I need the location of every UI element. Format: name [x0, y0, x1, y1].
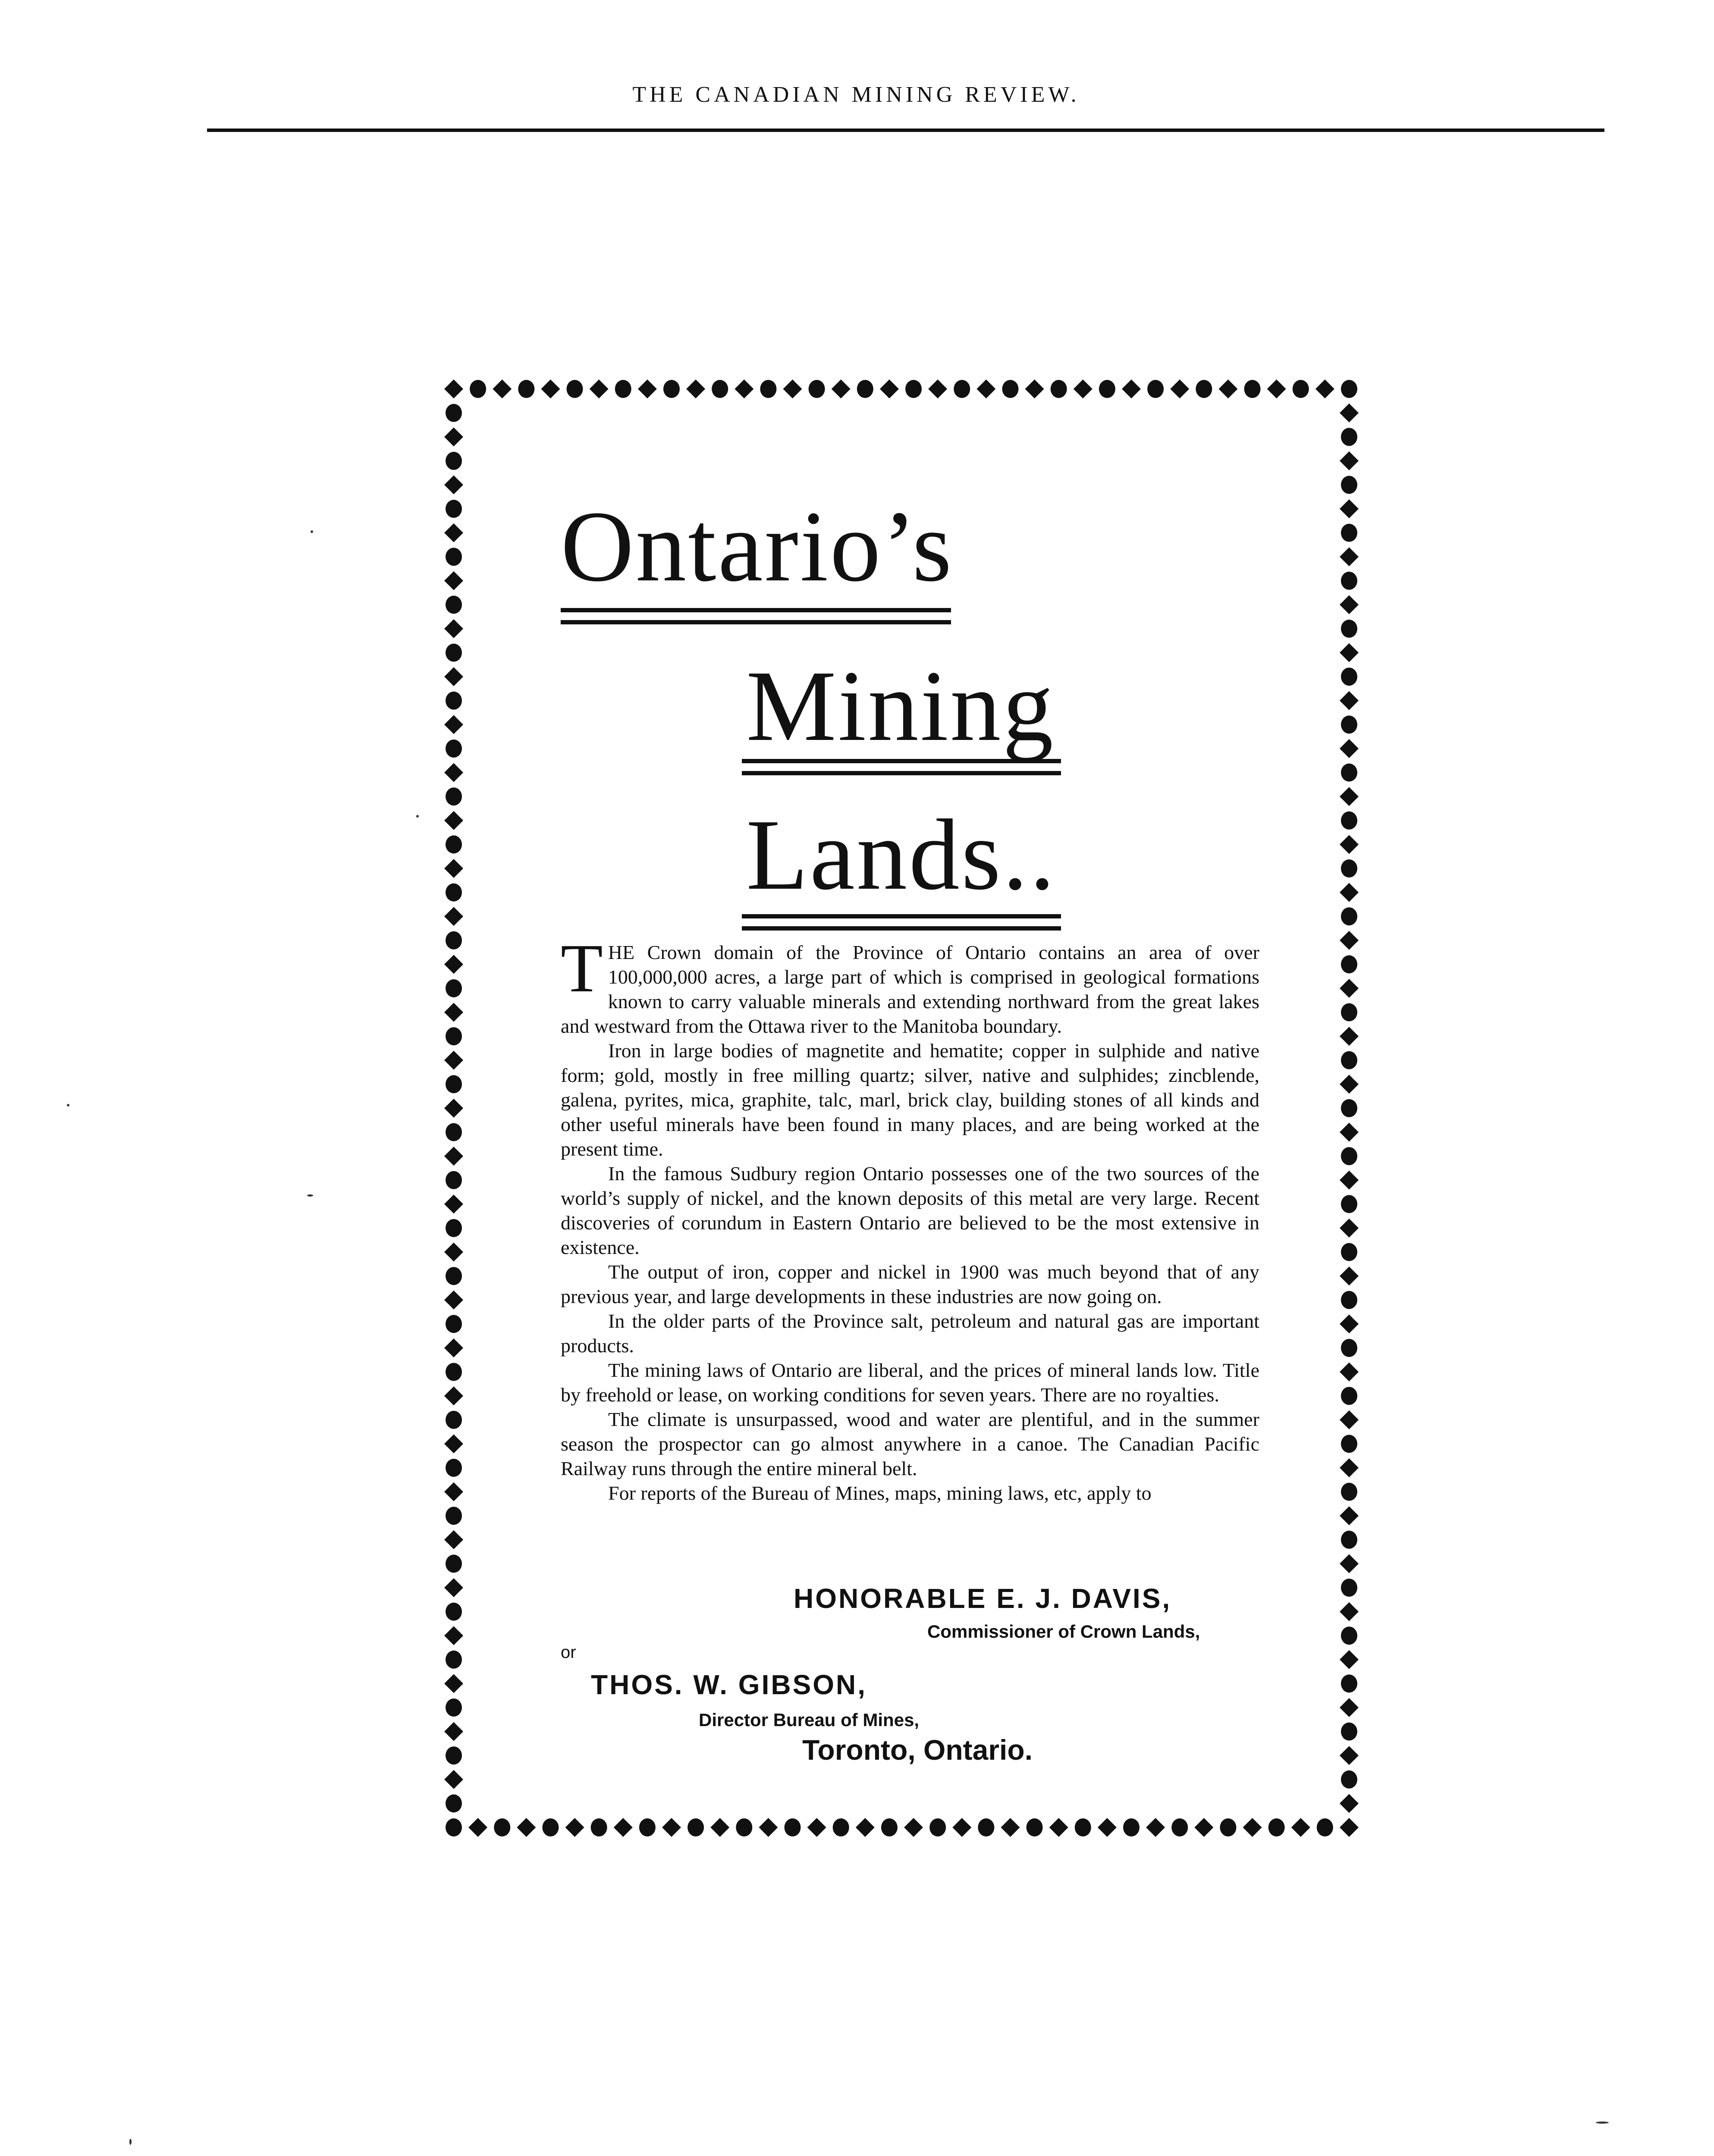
border-diamond — [686, 379, 705, 398]
body-text — [561, 930, 1259, 1505]
border-diamond — [1291, 1818, 1310, 1837]
border-dot — [1341, 1771, 1357, 1789]
border-diamond — [565, 1818, 584, 1837]
border-diamond — [614, 1818, 633, 1837]
border-diamond — [1340, 499, 1359, 518]
contact-gibson-title: Director Bureau of Mines, — [699, 1710, 920, 1730]
border-diamond — [1340, 691, 1359, 710]
contact-location: Toronto, Ontario. — [802, 1734, 1033, 1766]
border-diamond — [1001, 1818, 1020, 1837]
border-diamond — [444, 1530, 463, 1549]
border-dot — [518, 380, 534, 398]
border-diamond — [1315, 379, 1334, 398]
border-diamond — [1340, 404, 1359, 423]
border-dot — [446, 692, 462, 710]
border-diamond — [1146, 1818, 1165, 1837]
border-diamond — [444, 1147, 463, 1166]
border-diamond — [1340, 643, 1359, 662]
border-dot — [1147, 380, 1164, 398]
border-dot — [1341, 1003, 1357, 1022]
border-dot — [446, 548, 462, 566]
border-dot — [542, 1818, 559, 1836]
border-diamond — [1340, 1314, 1359, 1333]
border-diamond — [493, 379, 512, 398]
border-diamond — [759, 1818, 778, 1837]
border-dot — [1027, 1818, 1043, 1836]
border-diamond — [1340, 451, 1359, 470]
print-speck — [311, 530, 313, 533]
border-dot — [1341, 1147, 1357, 1165]
border-dot — [687, 1818, 704, 1836]
border-dot — [1317, 1818, 1333, 1836]
border-diamond — [444, 1291, 463, 1310]
body-paragraph-1 — [561, 930, 1259, 1038]
border-dot — [881, 1818, 898, 1836]
border-diamond — [444, 427, 463, 446]
border-dot — [736, 1818, 752, 1836]
border-diamond — [444, 1626, 463, 1645]
border-dot — [1341, 1195, 1357, 1213]
border-dot — [1341, 1099, 1357, 1117]
border-dot — [1341, 1674, 1357, 1692]
border-dot — [833, 1818, 849, 1836]
print-speck — [129, 2139, 132, 2145]
border-diamond — [444, 379, 463, 398]
border-dot — [446, 787, 462, 805]
print-speck — [1596, 2122, 1609, 2124]
border-dot — [1341, 1387, 1357, 1405]
border-dot — [785, 1818, 801, 1836]
border-dot — [1341, 1723, 1357, 1741]
title-underline-2 — [742, 759, 1061, 775]
border-dot — [446, 1794, 462, 1812]
border-dot — [1123, 1818, 1140, 1836]
border-dot — [1268, 1818, 1285, 1836]
border-diamond — [904, 1818, 923, 1837]
border-dot — [446, 931, 462, 950]
border-dot — [446, 1554, 462, 1573]
border-dot — [1244, 380, 1261, 398]
border-diamond — [976, 379, 995, 398]
border-diamond — [444, 1099, 463, 1118]
border-dot — [1341, 859, 1357, 877]
border-dot — [446, 1123, 462, 1141]
border-dot — [663, 380, 680, 398]
border-dot — [470, 380, 486, 398]
border-dot — [1341, 380, 1357, 398]
border-diamond — [735, 379, 753, 398]
body-paragraph-1-text: HE Crown domain of the Province of Ontario contains an area of over 100,000,000 acres, a large part of which is comprised in geological formations known to carry valuable minerals and extending northward from the great lakes and westward from the Ottawa river to the Manitoba boundary. — [561, 941, 1259, 1037]
border-diamond — [1025, 379, 1044, 398]
border-dot — [1341, 476, 1357, 494]
border-diamond — [1340, 1219, 1359, 1238]
border-diamond — [1340, 1458, 1359, 1477]
border-diamond — [1340, 1027, 1359, 1046]
border-diamond — [1218, 379, 1237, 398]
border-dot — [1341, 1051, 1357, 1069]
border-diamond — [517, 1818, 536, 1837]
border-diamond — [1243, 1818, 1262, 1837]
border-dot — [591, 1818, 607, 1836]
border-dot — [446, 1219, 462, 1237]
border-diamond — [444, 1003, 463, 1022]
border-dot — [494, 1818, 510, 1836]
border-diamond — [541, 379, 560, 398]
border-diamond — [444, 859, 463, 878]
border-diamond — [444, 763, 463, 782]
contact-gibson-name: THOS. W. GIBSON, — [591, 1669, 867, 1700]
border-diamond — [1340, 1650, 1359, 1669]
body-paragraph-8: For reports of the Bureau of Mines, maps, mining laws, etc, apply to — [608, 1482, 1152, 1504]
body-paragraph-2: Iron in large bodies of magnetite and hematite; copper in sulphide and native form; gold, mostly in free milling quartz; silver, native and sulphides; zincblende, galena, pyrites, mica, graphite, talc, marl, brick clay, building stones of all kinds and other useful minerals have been found in many places, and are being worked at the present time. — [561, 1040, 1259, 1160]
border-diamond — [880, 379, 899, 398]
border-diamond — [1340, 1363, 1359, 1382]
border-diamond — [444, 571, 463, 590]
border-dot — [1341, 812, 1357, 830]
border-dot — [446, 595, 462, 614]
border-diamond — [444, 1578, 463, 1597]
border-dot — [639, 1818, 656, 1836]
border-dot — [446, 1171, 462, 1189]
border-dot — [1341, 1626, 1357, 1645]
border-dot — [1341, 1339, 1357, 1357]
border-diamond — [1122, 379, 1141, 398]
border-diamond — [662, 1818, 681, 1837]
border-diamond — [444, 667, 463, 686]
border-diamond — [928, 379, 947, 398]
border-diamond — [1194, 1818, 1213, 1837]
border-dot — [615, 380, 631, 398]
border-diamond — [468, 1818, 487, 1837]
border-dot — [978, 1818, 994, 1836]
print-speck — [307, 1194, 313, 1197]
border-dot — [954, 380, 970, 398]
border-diamond — [832, 379, 851, 398]
border-dot — [446, 1267, 462, 1285]
border-diamond — [1340, 835, 1359, 854]
border-dot — [446, 1698, 462, 1717]
border-dot — [905, 380, 922, 398]
border-dot — [446, 644, 462, 662]
border-dot — [446, 1363, 462, 1381]
border-dot — [1341, 1291, 1357, 1309]
border-dot — [446, 740, 462, 758]
border-diamond — [444, 1722, 463, 1741]
border-diamond — [807, 1818, 826, 1837]
border-dot — [1341, 667, 1357, 686]
border-dot — [1341, 1579, 1357, 1597]
border-diamond — [444, 475, 463, 494]
body-paragraph-4: The output of iron, copper and nickel in 1900 was much beyond that of any previous year, and large developments in these industries are now going on. — [561, 1261, 1259, 1307]
border-diamond — [1340, 1746, 1359, 1765]
border-diamond — [1340, 1554, 1359, 1573]
border-dot — [446, 1746, 462, 1764]
border-diamond — [1340, 595, 1359, 614]
contact-davis-name: HONORABLE E. J. DAVIS, — [794, 1583, 1172, 1614]
border-dot — [1293, 380, 1309, 398]
border-diamond — [1340, 931, 1359, 950]
border-dot — [446, 884, 462, 902]
border-dot — [1341, 428, 1357, 446]
border-diamond — [444, 1770, 463, 1789]
border-diamond — [1340, 1818, 1359, 1837]
border-dot — [1341, 1435, 1357, 1453]
border-diamond — [1049, 1818, 1068, 1837]
border-diamond — [1340, 547, 1359, 566]
drop-cap: T — [561, 930, 603, 1006]
border-diamond — [856, 1818, 875, 1837]
header-rule — [207, 128, 1604, 132]
border-dot — [1051, 380, 1067, 398]
border-diamond — [1267, 379, 1286, 398]
border-diamond — [444, 619, 463, 638]
advertisement-frame — [444, 379, 1359, 1837]
border-diamond — [444, 1386, 463, 1405]
border-dot — [809, 380, 825, 398]
border-dot — [1341, 1531, 1357, 1549]
border-diamond — [1340, 1794, 1359, 1813]
title-underline-3 — [742, 914, 1061, 931]
border-diamond — [444, 811, 463, 830]
border-dot — [1171, 1818, 1188, 1836]
title-line-lands: Lands.. — [746, 799, 1057, 911]
border-dot — [1341, 907, 1357, 925]
border-diamond — [590, 379, 609, 398]
border-dot — [567, 380, 583, 398]
border-dot — [1341, 715, 1357, 733]
border-diamond — [1340, 1123, 1359, 1142]
border-dot — [857, 380, 873, 398]
border-dot — [929, 1818, 946, 1836]
print-speck — [416, 815, 419, 818]
title-underline-1 — [561, 608, 951, 624]
border-diamond — [1340, 1506, 1359, 1525]
border-dot — [1341, 955, 1357, 973]
border-dot — [446, 835, 462, 853]
border-dot — [446, 500, 462, 518]
border-dot — [446, 1315, 462, 1333]
border-diamond — [444, 1434, 463, 1453]
border-diamond — [1340, 1410, 1359, 1429]
border-dot — [446, 979, 462, 997]
border-dot — [1220, 1818, 1236, 1836]
body-paragraph-7: The climate is unsurpassed, wood and water are plentiful, and in the summer season the prospector can go almost anywhere in a canoe. The Canadian Pacific Railway runs through the entire mineral belt. — [561, 1408, 1259, 1479]
border-dot — [446, 1651, 462, 1669]
title-line-mining: Mining — [746, 650, 1055, 762]
border-diamond — [783, 379, 802, 398]
border-diamond — [1098, 1818, 1117, 1837]
print-speck — [67, 1104, 69, 1106]
border-dot — [1341, 572, 1357, 590]
border-diamond — [1170, 379, 1189, 398]
border-diamond — [444, 955, 463, 974]
border-diamond — [444, 1243, 463, 1262]
border-diamond — [710, 1818, 729, 1837]
border-diamond — [444, 907, 463, 926]
border-dot — [446, 452, 462, 470]
border-dot — [760, 380, 776, 398]
border-dot — [1341, 1483, 1357, 1501]
title-line-ontarios: Ontario’s — [561, 490, 954, 602]
contact-davis-title: Commissioner of Crown Lands, — [927, 1621, 1200, 1642]
border-diamond — [952, 1818, 971, 1837]
border-diamond — [444, 1338, 463, 1357]
border-dot — [446, 404, 462, 422]
border-dot — [1341, 524, 1357, 542]
border-dot — [1075, 1818, 1091, 1836]
border-dot — [446, 1603, 462, 1621]
border-diamond — [1340, 1171, 1359, 1190]
border-diamond — [1340, 1266, 1359, 1285]
border-dot — [712, 380, 728, 398]
body-paragraph-6: The mining laws of Ontario are liberal, and the prices of mineral lands low. Title by freehold or lease, on working conditions for seven years. There are no royalties. — [561, 1359, 1259, 1406]
border-dot — [1099, 380, 1115, 398]
border-dot — [446, 1411, 462, 1429]
border-diamond — [1340, 1602, 1359, 1621]
border-dot — [1341, 1243, 1357, 1261]
border-dot — [1341, 620, 1357, 638]
border-diamond — [444, 1051, 463, 1070]
border-dot — [446, 1075, 462, 1093]
running-head: THE CANADIAN MINING REVIEW. — [632, 82, 1080, 107]
border-diamond — [444, 1674, 463, 1693]
border-dot — [446, 1027, 462, 1045]
border-diamond — [444, 1194, 463, 1213]
border-diamond — [1340, 739, 1359, 758]
border-diamond — [638, 379, 657, 398]
contact-connector-or: or — [561, 1643, 576, 1662]
border-diamond — [1340, 787, 1359, 806]
border-dot — [1002, 380, 1018, 398]
border-diamond — [1340, 883, 1359, 902]
body-paragraph-3: In the famous Sudbury region Ontario possesses one of the two sources of the world’s supply of nickel, and the known deposits of this metal are very large. Recent discoveries of corundum in Eastern Ontario are believed to be the most extensive in existence. — [561, 1163, 1259, 1258]
border-dot — [446, 1818, 462, 1836]
border-dot — [1196, 380, 1212, 398]
border-diamond — [1340, 979, 1359, 998]
border-dot — [446, 1459, 462, 1477]
border-diamond — [444, 715, 463, 734]
border-diamond — [444, 1482, 463, 1501]
border-diamond — [1340, 1075, 1359, 1094]
body-paragraph-5: In the older parts of the Province salt, petroleum and natural gas are important products. — [561, 1310, 1259, 1357]
border-dot — [446, 1507, 462, 1525]
border-dot — [1341, 764, 1357, 782]
border-diamond — [444, 523, 463, 542]
border-diamond — [1074, 379, 1092, 398]
border-diamond — [1340, 1698, 1359, 1717]
